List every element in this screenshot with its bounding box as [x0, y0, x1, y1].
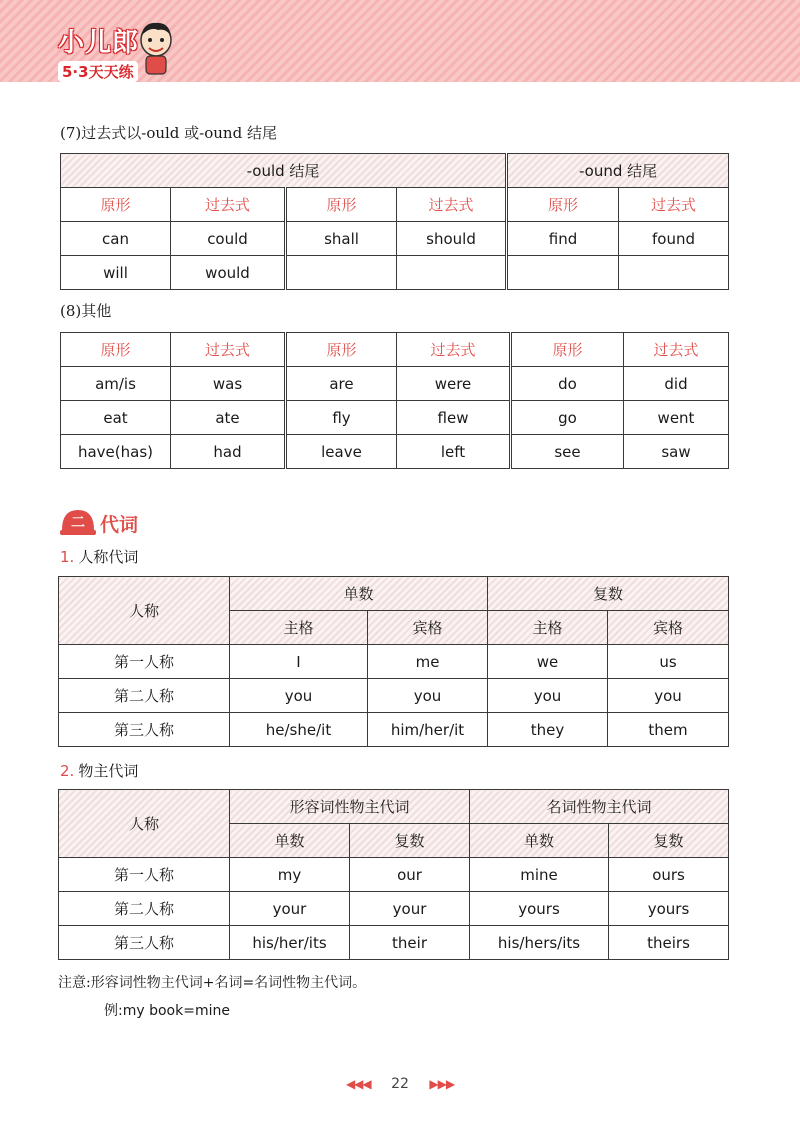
table-cell: I [230, 645, 368, 679]
section-7-label: (7)过去式以-ould 或-ound 结尾 [60, 124, 277, 142]
table-cell: shall [286, 222, 397, 256]
table-row [59, 645, 729, 679]
prev-arrows-icon: ◀◀◀ [345, 1077, 371, 1091]
possessive-pronoun-table [58, 789, 729, 960]
table-cell [397, 256, 507, 290]
subject-case-header: 主格 [488, 611, 608, 645]
section-number-icon [60, 506, 96, 536]
table-cell: theirs [609, 926, 729, 960]
table-cell: left [397, 435, 511, 469]
table-cell: found [619, 222, 729, 256]
table-cell: us [608, 645, 729, 679]
noun-possessive-header: 名词性物主代词 [470, 790, 729, 824]
subject-case-header: 主格 [230, 611, 368, 645]
table-cell: find [507, 222, 619, 256]
table-cell: ours [609, 858, 729, 892]
table-cell: was [171, 367, 286, 401]
table-row [59, 926, 729, 960]
plural-header: 复数 [488, 577, 729, 611]
table-cell: 第三人称 [59, 926, 230, 960]
subsection-2-text: 物主代词 [78, 762, 139, 780]
col-base-header: 原形 [511, 333, 624, 367]
table-cell: eat [61, 401, 171, 435]
col-base-header: 原形 [61, 188, 171, 222]
section-8-label: (8)其他 [60, 302, 112, 320]
table-cell: we [488, 645, 608, 679]
table-cell: our [350, 858, 470, 892]
table-cell: fly [286, 401, 397, 435]
table-cell: you [368, 679, 488, 713]
group-ould-header: -ould 结尾 [61, 154, 507, 188]
col-past-header: 过去式 [171, 188, 286, 222]
table-cell: you [230, 679, 368, 713]
col-base-header: 原形 [286, 333, 397, 367]
singular-header: 单数 [230, 824, 350, 858]
table-cell: their [350, 926, 470, 960]
table-row [61, 401, 729, 435]
table-cell: have(has) [61, 435, 171, 469]
other-past-table [60, 332, 729, 469]
table-cell: am/is [61, 367, 171, 401]
table-cell: would [171, 256, 286, 290]
personal-pronoun-table [58, 576, 729, 747]
table-row [59, 858, 729, 892]
page-number: 22 [391, 1076, 409, 1092]
table-cell: can [61, 222, 171, 256]
table-cell: will [61, 256, 171, 290]
table-cell: him/her/it [368, 713, 488, 747]
col-past-header: 过去式 [171, 333, 286, 367]
table-cell: his/her/its [230, 926, 350, 960]
col-past-header: 过去式 [624, 333, 729, 367]
table-cell: you [608, 679, 729, 713]
header-banner [0, 0, 800, 82]
table-cell: saw [624, 435, 729, 469]
table-cell [507, 256, 619, 290]
col-past-header: 过去式 [397, 333, 511, 367]
page-footer [0, 1076, 800, 1092]
table-cell: them [608, 713, 729, 747]
col-base-header: 原形 [286, 188, 397, 222]
subsection-1-label [60, 546, 138, 567]
subsection-1-text: 人称代词 [78, 548, 139, 566]
ould-ound-table [60, 153, 729, 290]
table-cell: he/she/it [230, 713, 368, 747]
brand-logo [58, 22, 139, 82]
adjective-possessive-header: 形容词性物主代词 [230, 790, 470, 824]
section-title: 代词 [100, 514, 139, 536]
table-cell: flew [397, 401, 511, 435]
table-cell: your [350, 892, 470, 926]
table-cell: yours [609, 892, 729, 926]
table-cell: do [511, 367, 624, 401]
table-cell: yours [470, 892, 609, 926]
table-cell: had [171, 435, 286, 469]
table-cell: are [286, 367, 397, 401]
table-cell: his/hers/its [470, 926, 609, 960]
table-row [61, 367, 729, 401]
table-cell: could [171, 222, 286, 256]
table-cell: you [488, 679, 608, 713]
subsection-1-number: 1. [60, 548, 75, 566]
table-row [59, 892, 729, 926]
section-number-glyph: 二 [71, 515, 85, 531]
table-cell: 第二人称 [59, 892, 230, 926]
brand-title: 小儿郎 [58, 28, 140, 58]
table-cell: your [230, 892, 350, 926]
table-cell: 第一人称 [59, 858, 230, 892]
table-row [59, 713, 729, 747]
col-base-header: 原形 [61, 333, 171, 367]
table-cell: were [397, 367, 511, 401]
group-ound-header: -ound 结尾 [507, 154, 729, 188]
person-header: 人称 [59, 577, 230, 645]
table-row [61, 435, 729, 469]
subsection-2-label [60, 760, 138, 781]
table-cell [619, 256, 729, 290]
object-case-header: 宾格 [608, 611, 729, 645]
table-cell: 第一人称 [59, 645, 230, 679]
table-row [59, 679, 729, 713]
table-cell: me [368, 645, 488, 679]
singular-header: 单数 [230, 577, 488, 611]
table-cell: ate [171, 401, 286, 435]
col-past-header: 过去式 [397, 188, 507, 222]
table-cell: see [511, 435, 624, 469]
brand-subtitle: 5·3天天练 [58, 61, 138, 82]
next-arrows-icon: ▶▶▶ [429, 1077, 455, 1091]
table-cell: 第三人称 [59, 713, 230, 747]
object-case-header: 宾格 [368, 611, 488, 645]
person-header: 人称 [59, 790, 230, 858]
col-past-header: 过去式 [619, 188, 729, 222]
table-cell: should [397, 222, 507, 256]
singular-header: 单数 [470, 824, 609, 858]
table-cell [286, 256, 397, 290]
mascot-boy-icon [136, 18, 176, 76]
table-row [61, 256, 729, 290]
table-cell: leave [286, 435, 397, 469]
plural-header: 复数 [350, 824, 470, 858]
example-text: 例:my book=mine [104, 1003, 230, 1019]
col-base-header: 原形 [507, 188, 619, 222]
table-cell: they [488, 713, 608, 747]
subsection-2-number: 2. [60, 762, 75, 780]
table-cell: mine [470, 858, 609, 892]
table-cell: my [230, 858, 350, 892]
table-row [61, 222, 729, 256]
table-cell: 第二人称 [59, 679, 230, 713]
table-cell: went [624, 401, 729, 435]
table-cell: go [511, 401, 624, 435]
table-cell: did [624, 367, 729, 401]
plural-header: 复数 [609, 824, 729, 858]
note-text: 注意:形容词性物主代词+名词=名词性物主代词。 [58, 975, 367, 991]
